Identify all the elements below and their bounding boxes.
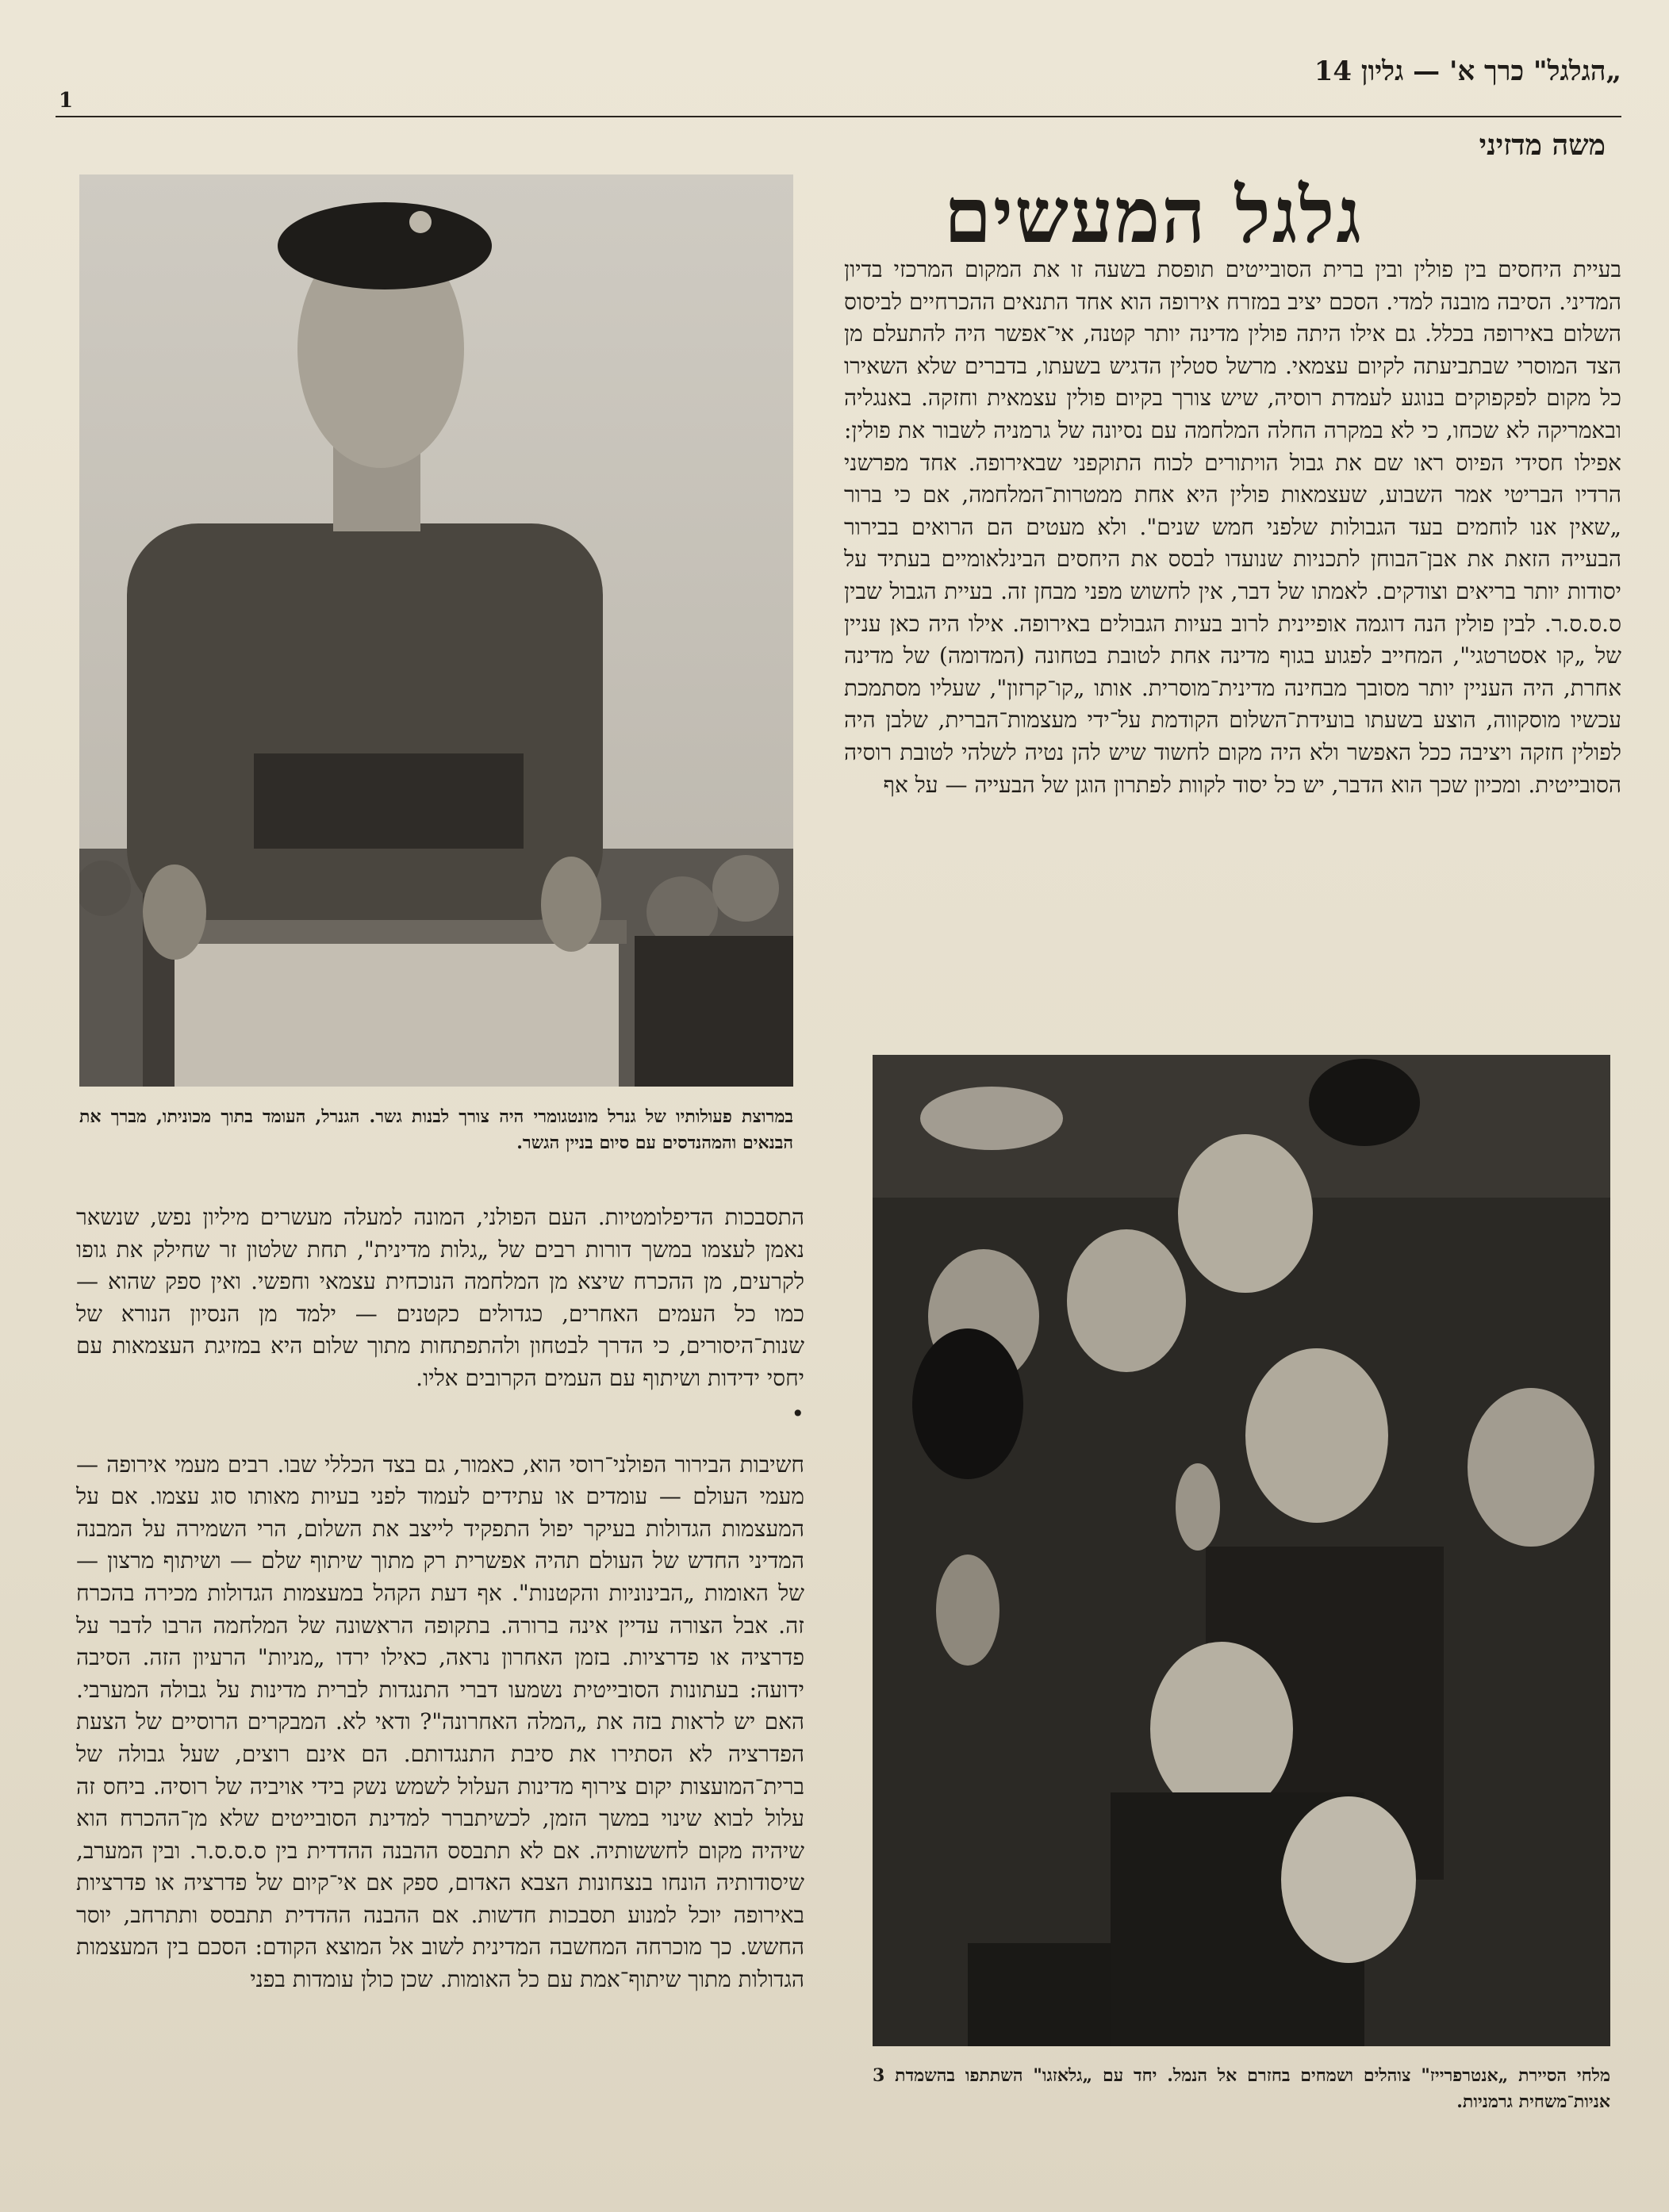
header-rule — [56, 116, 1621, 117]
general-photo-caption: במרוצת פעולותיו של גנרל מונטגומרי היה צורך לבנות גשר. הגנרל, העומד בתוך מכוניתו, מברך את הבנאים והמהנדסים עם סיום בניין הגשר. — [79, 1106, 793, 1153]
article-left-column — [76, 1202, 804, 2173]
general-photo-image — [79, 174, 793, 1087]
sailors-photo — [873, 1055, 1610, 2046]
page-number: 1 — [59, 89, 74, 113]
author-byline: משה מדזיני — [1479, 128, 1606, 162]
sailors-photo-image — [873, 1055, 1610, 2046]
general-photo — [79, 174, 793, 1087]
article-paragraph: התסבכות הדיפלומטיות. העם הפולני, המונה למעלה מעשרים מיליון נפש, שנשאר נאמן לעצמו במשך דורות רבים של „גלות מדינית", תחת שלטון זר שחילק את גופו לקרעים, מן ההכרח שיצא מן המלחמה הנוכחית עצמאי וחפשי. ואין ספק שהוא — כמו כל העמים האחרים, כגדולים כקטנים — ילמד מן הנסיון הנורא של שנות־היסורים, כי הדרך לבטחון ולהתפתחות מתוך שלום היא במזיגת העצמאות עם יחסי ידידות ושיתוף עם העמים הקרובים אליו. — [76, 1204, 804, 1391]
sailors-photo-caption: מלחי הסיירת „אנטרפרייז" צוהלים ושמחים בחזרם אל הנמל. יחד עם „גלאזגו" השתתפו בהשמדת 3 אניות־משחית גרמניות. — [873, 2065, 1610, 2112]
article-paragraph: חשיבות הבירור הפולני־רוסי הוא, כאמור, גם בצד הכללי שבו. רבים מעמי אירופה — מעמי העולם — עומדים או עתידים לעמוד לפני בעיות מאותו סוג עצמו. אם על המעצמות הגדולות בעיקר יפול התפקיד לייצב את השלום, הרי השמירה על המבנה המדיני החדש של העולם תהיה אפשרית רק מתוך שיתוף שלם — ושיתוף מרצון — של האומות „הבינוניות והקטנות". אף דעת הקהל במעצמות הגדולות מכירה בהכרח זה. אבל הצורה עדיין אינה ברורה. בתקופה הראשונה של המלחמה הרבו לדבר על פדרציה או פדרציות. בזמן האחרון נראה, כאילו ירדו „מניות" הרעיון הזה. הסיבה ידועה: בעתונות הסובייטית נשמעו דברי התנגדות לברית מדינות על גבולה המערבי. האם יש לראות בזה את „המלה האחרונה"? ודאי לא. המבקרים הרוסיים של הצעת הפדרציה לא הסתירו את סיבת התנגדותם. הם אינם רוצים, שעל גבולה של ברית־המועצות יקום צירוף מדינות העלול לשמש נשק בידי אויביה של רוסיה. ביחס זה עלול לבוא שינוי במשך הזמן, לכשיתברר למדינת הסובייטים שלא מן־ההכרח הוא שיהיה מקום לחששותיה. אם לא תתבסס ההבנה ההדדית בין ס.ס.ס.ר. ובין המערב, שיסודותיה הונחו בנצחונות הצבא האדום, ספק אם אי־קיום של פדרציה או פדרציות באירופה יוכל למנוע תסבכות חדשות. אם ההבנה ההדדית תתבסס ותתרחב, יוסר החשש. כך מוכרחה המחשבה המדינית לשוב אל המוצא הקודם: הסכם בין המעצמות הגדולות מתוך שיתוף־אמת עם כל האומות. שכן כולן עומדות בפני — [76, 1451, 804, 1993]
running-head: „הגלגל" כרך א' — גליון 14 — [1314, 56, 1621, 87]
section-separator: • — [791, 1400, 804, 1427]
article-headline: גלגל המעשים — [943, 171, 1364, 260]
article-top-column — [844, 254, 1621, 991]
article-paragraph: בעיית היחסים בין פולין ובין ברית הסובייטים תופסת בשעה זו את המקום המרכזי בדיון המדיני. הסיבה מובנה למדי. הסכם יציב במזרח אירופה הוא אחד התנאים ההכרחיים לביסוס השלום באירופה בכלל. גם אילו היתה פולין מדינה יותר קטנה, אי־אפשר היה להתעלם מן הצד המוסרי שבתביעתה לקיום עצמאי. מרשל סטלין הדגיש בשעתו, בדברים שלא השאירו כל מקום לפקפוקים בנוגע לעמדת רוסיה, שיש צורך בקיום פולין עצמאית וחזקה. באנגליה ובאמריקה לא שכחו, כי לא במקרה החלה המלחמה עם נסיונה של גרמניה לשבור את פולין: אפילו חסידי הפיוס ראו שם את גבול הויתורים לכוח התוקפני שבאירופה. אחד מפרשני הרדיו הבריטי אמר השבוע, שעצמאות פולין היא אחת ממטרות־המלחמה, אם כי ברור „שאין אנו לוחמים בעד הגבולות שלפני חמש שנים". ולא מעטים הם הרואים בבירור הבעייה הזאת את אבן־הבוחן לתכניות שנועדו לבסס את היחסים הבינלאומיים בעתיד על יסודות יותר בריאים וצודקים. לאמתו של דבר, אין לחשוש מפני מבחן זה. בעיית הגבול שבין ס.ס.ס.ר. לבין פולין הנה דוגמה אופיינית לרוב בעיות הגבולים באירופה. אילו היה כאן עניין של „קו אסטרטגי", המחייב לפגוע בגוף מדינה אחת לטובת בטחונה (המדומה) של מדינה אחרת, היה העניין יותר מסובך מבחינה מדינית־מוסרית. אותו „קו־קרזון", שעליו מסתמכת עכשיו מוסקווה, הוצע בשעתו בועידת־השלום הקודמת על־ידי מעצמות־הברית, שלבן היה לפולין חזקה ויציבה ככל האפשר ולא היה מקום לחשוד שיש להן נטיה לשלהי לטובת רוסיה הסובייטית. ומכיון שכך הוא הדבר, יש כל יסוד לקוות לפתרון הוגן של הבעייה — על אף — [844, 256, 1621, 798]
